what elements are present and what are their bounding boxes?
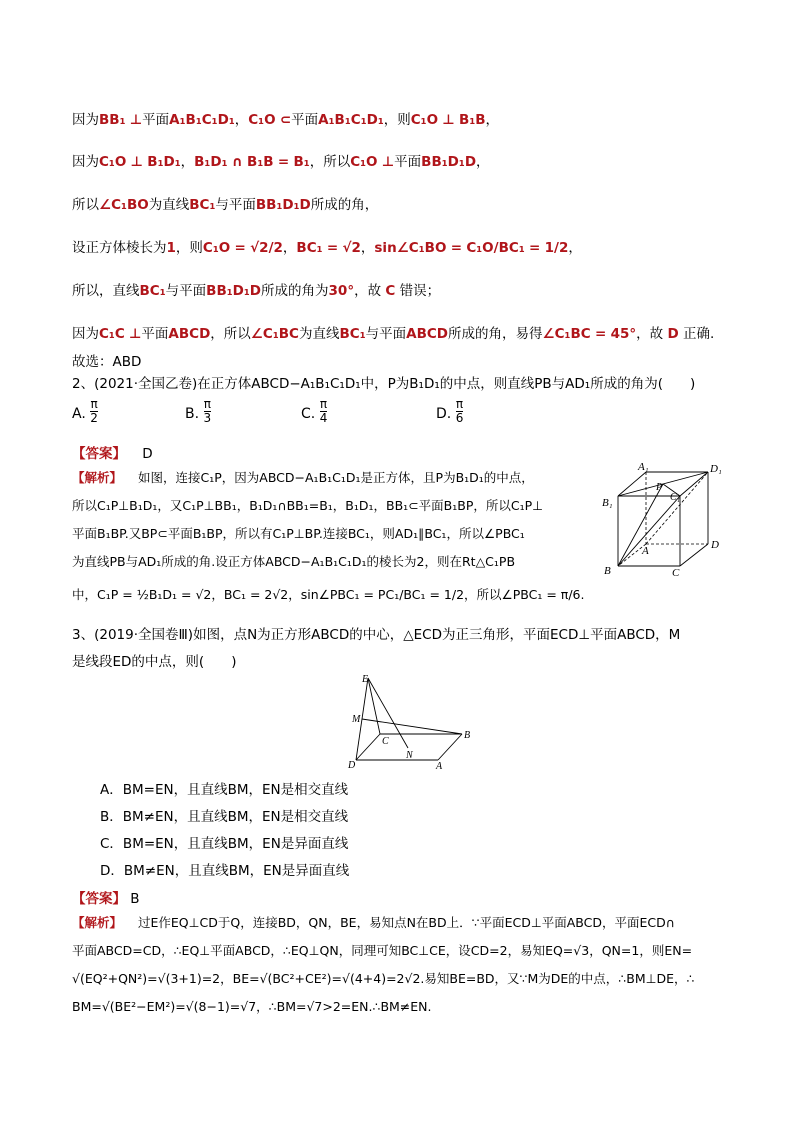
solution-choice bbox=[72, 350, 141, 370]
q3-option-d bbox=[100, 859, 349, 879]
solution-text: 所以，直线BC₁与平面BB₁D₁D所成的角为30°，故 C 错误； bbox=[72, 283, 441, 299]
q2-analysis-3 bbox=[72, 524, 525, 542]
option-text: D．BM≠EN，且直线BM，EN是异面直线 bbox=[100, 863, 350, 879]
option-label: B. bbox=[185, 406, 200, 422]
label-b: B bbox=[464, 730, 471, 741]
solution-line-1 bbox=[72, 108, 499, 128]
q3-analysis-2 bbox=[72, 941, 692, 959]
solution-text: 因为C₁O ⊥ B₁D₁，B₁D₁ ∩ B₁B = B₁，所以C₁O ⊥平面BB₁D₁D， bbox=[72, 154, 490, 170]
answer-value: B bbox=[130, 891, 140, 907]
line-bc1 bbox=[618, 496, 680, 566]
label-b: B bbox=[604, 565, 611, 577]
q2-stem-text: 2、(2021·全国乙卷)在正方体ABCD−A₁B₁C₁D₁中，P为B₁D₁的中点，则直线PB与AD₁所成的角为( ) bbox=[72, 376, 696, 392]
cube-figure bbox=[598, 462, 728, 580]
q3-analysis-3 bbox=[72, 969, 695, 987]
fraction-num: π bbox=[319, 397, 328, 411]
q3-answer bbox=[72, 887, 140, 907]
edge-ec bbox=[368, 678, 380, 734]
q2-analysis-2 bbox=[72, 496, 543, 514]
label-b1: B₁ bbox=[602, 497, 613, 509]
analysis-text: 所以C₁P⊥B₁D₁，又C₁P⊥BB₁，B₁D₁∩BB₁=B₁，B₁D₁，BB₁⊂平面B₁BP，所以C₁P⊥ bbox=[72, 498, 544, 513]
q2-option-b bbox=[185, 398, 211, 425]
q3-analysis-4 bbox=[72, 997, 432, 1015]
option-label: D. bbox=[436, 406, 452, 422]
analysis-tag: 【解析】 bbox=[72, 915, 123, 930]
label-e: E bbox=[362, 674, 369, 685]
solution-text: 因为C₁C ⊥平面ABCD，所以∠C₁BC为直线BC₁与平面ABCD所成的角，易得∠C₁BC = 45°，故 D 正确. bbox=[72, 326, 715, 342]
q2-analysis-4 bbox=[72, 552, 515, 570]
q2-option-d bbox=[436, 398, 463, 425]
solution-text: 所以∠C₁BO为直线BC₁与平面BB₁D₁D所成的角， bbox=[72, 197, 379, 213]
analysis-tag: 【解析】 bbox=[72, 470, 123, 485]
solution-text: 设正方体棱长为1，则C₁O = √2/2，BC₁ = √2，sin∠C₁BO = C₁O/BC₁ = 1/2， bbox=[72, 240, 582, 256]
analysis-text: 平面B₁BP.又BP⊂平面B₁BP，所以有C₁P⊥BP.连接BC₁，则AD₁∥BC₁，所以∠PBC₁ bbox=[72, 526, 525, 541]
fraction-den: 4 bbox=[319, 411, 328, 425]
q2-answer bbox=[72, 442, 153, 462]
q2-stem bbox=[72, 372, 695, 392]
label-a1: A₁ bbox=[638, 462, 649, 473]
label-d1: D₁ bbox=[710, 463, 722, 475]
analysis-text: 如图，连接C₁P，因为ABCD−A₁B₁C₁D₁是正方体，且P为B₁D₁的中点， bbox=[138, 470, 534, 485]
q3-stem-2 bbox=[72, 650, 236, 670]
solution-line-3 bbox=[72, 193, 378, 213]
solution-line-5 bbox=[72, 279, 440, 299]
fraction-den: 3 bbox=[203, 411, 212, 425]
analysis-text: 平面ABCD=CD，∴EQ⊥平面ABCD，∴EQ⊥QN，同理可知BC⊥CE，设CD=2，易知EQ=√3，QN=1，则EN= bbox=[72, 943, 693, 958]
label-c: C bbox=[382, 736, 389, 747]
edge-cd bbox=[680, 544, 708, 566]
q3-stem-text: 3、(2019·全国卷Ⅲ)如图，点N为正方形ABCD的中心，△ECD为正三角形，平面ECD⊥平面ABCD，M bbox=[72, 627, 681, 643]
analysis-text: BM=√(BE²−EM²)=√(8−1)=√7，∴BM=√7>2=EN.∴BM≠EN. bbox=[72, 999, 432, 1014]
line-mb bbox=[362, 719, 462, 734]
label-d: D bbox=[711, 539, 719, 551]
label-c1: C₁ bbox=[670, 492, 681, 503]
label-m: M bbox=[352, 714, 361, 725]
q3-stem-text: 是线段ED的中点，则( ) bbox=[72, 654, 237, 670]
fraction-den: 2 bbox=[90, 411, 98, 425]
option-text: B．BM≠EN，且直线BM，EN是相交直线 bbox=[100, 809, 349, 825]
q2-options bbox=[72, 398, 552, 432]
fraction-num: π bbox=[203, 397, 211, 411]
q3-stem-1 bbox=[72, 623, 680, 643]
fraction-den: 6 bbox=[455, 411, 464, 425]
q3-option-a bbox=[100, 778, 348, 798]
answer-tag: 【答案】 bbox=[72, 891, 126, 907]
solution-line-4 bbox=[72, 236, 582, 256]
answer-value: D bbox=[142, 446, 153, 462]
q3-option-b bbox=[100, 805, 348, 825]
analysis-text: 为直线PB与AD₁所成的角.设正方体ABCD−A₁B₁C₁D₁的棱长为2，则在Rt△C₁PB bbox=[72, 554, 516, 569]
answer-tag: 【答案】 bbox=[72, 446, 126, 462]
solution-line-6 bbox=[72, 322, 714, 342]
edge-ab bbox=[438, 734, 462, 760]
choice-text: 故选：ABD bbox=[72, 354, 142, 370]
label-d: D bbox=[348, 760, 356, 771]
label-c: C bbox=[672, 567, 680, 579]
q2-option-a bbox=[72, 398, 98, 425]
analysis-text: 过E作EQ⊥CD于Q，连接BD，QN，BE，易知点N在BD上．∵平面ECD⊥平面ABCD，平面ECD∩ bbox=[138, 915, 675, 930]
label-a: A bbox=[436, 761, 443, 772]
pyramid-figure bbox=[346, 672, 476, 772]
label-p: P bbox=[656, 482, 663, 493]
analysis-text: 中，C₁P = ½B₁D₁ = √2，BC₁ = 2√2，sin∠PBC₁ = PC₁/BC₁ = 1/2，所以∠PBC₁ = π/6. bbox=[72, 587, 585, 602]
q2-option-c bbox=[301, 398, 327, 425]
option-text: A．BM=EN，且直线BM，EN是相交直线 bbox=[100, 782, 349, 798]
q3-option-c bbox=[100, 832, 348, 852]
option-label: A. bbox=[72, 406, 86, 422]
solution-text: 因为BB₁ ⊥平面A₁B₁C₁D₁，C₁O ⊂平面A₁B₁C₁D₁，则C₁O ⊥ B₁B， bbox=[72, 112, 500, 128]
analysis-text: √(EQ²+QN²)=√(3+1)=2，BE=√(BC²+CE²)=√(4+4)=2√2.易知BE=BD，又∵M为DE的中点，∴BM⊥DE，∴ bbox=[72, 971, 695, 986]
label-a: A bbox=[642, 545, 649, 557]
label-n: N bbox=[406, 750, 413, 761]
fraction-num: π bbox=[455, 397, 464, 411]
q2-analysis-5 bbox=[72, 585, 584, 603]
solution-line-2 bbox=[72, 150, 490, 170]
q3-analysis-1 bbox=[72, 913, 675, 931]
option-label: C. bbox=[301, 406, 316, 422]
q2-analysis-1 bbox=[72, 468, 534, 486]
fraction-num: π bbox=[90, 397, 98, 411]
option-text: C．BM=EN，且直线BM，EN是异面直线 bbox=[100, 836, 349, 852]
